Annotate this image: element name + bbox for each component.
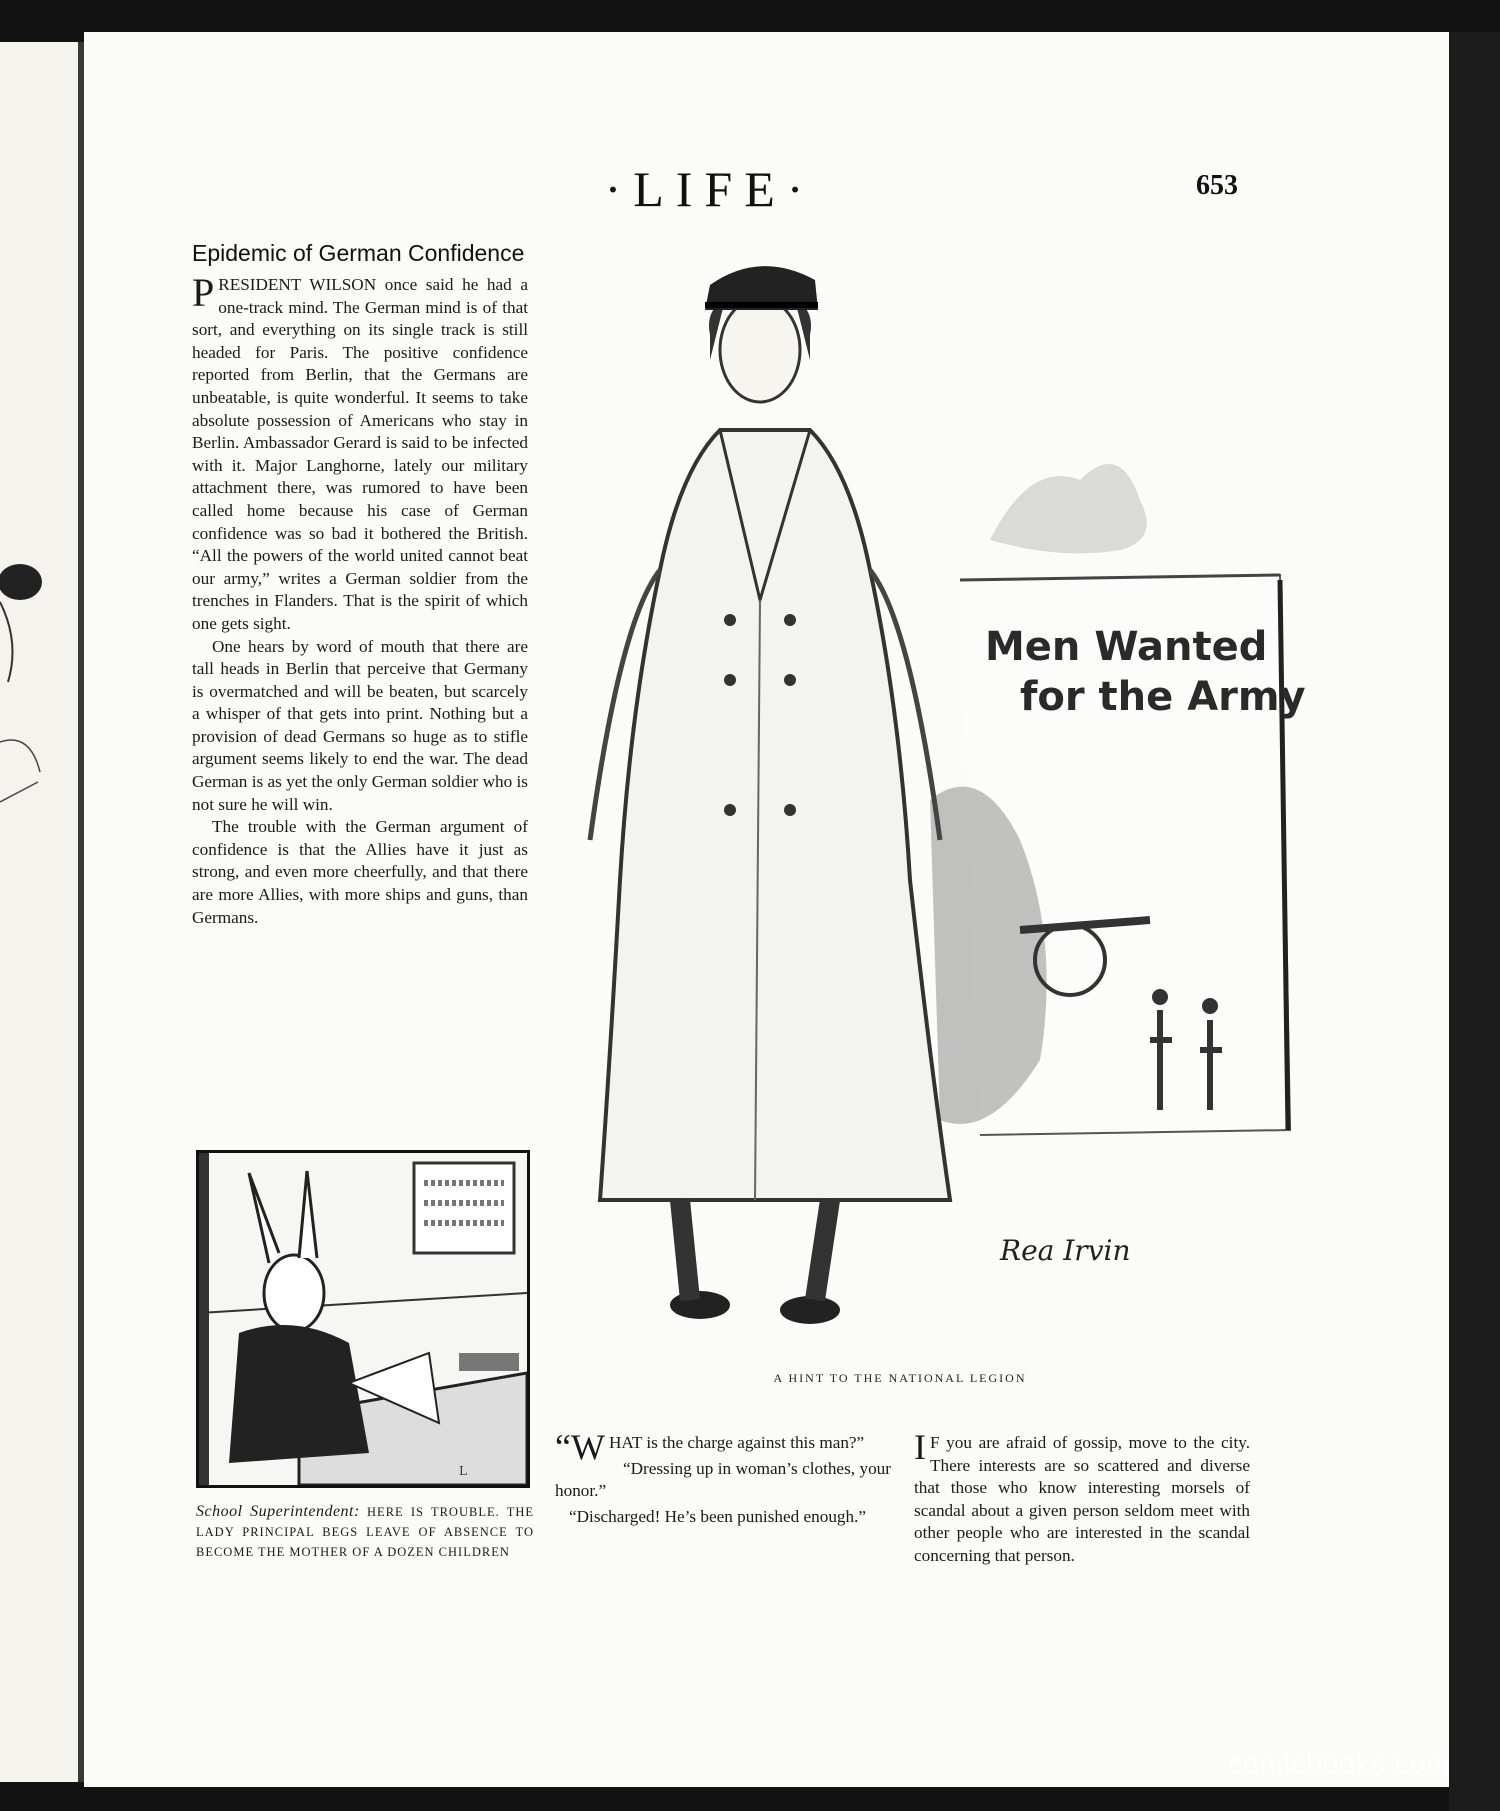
joke-text: I F you are afraid of gossip, move to the city. There interests are so scattered and diverse that those who know interesting morsels of scandal about a given person seldom meet with other people who are interested in the scandal concerning that person. xyxy=(914,1427,1250,1565)
drop-cap: “W xyxy=(555,1427,605,1467)
article-paragraph: One hears by word of mouth that there are tall heads in Berlin that perceive that Germany is overmatched and will be beaten, but scarcely a whisper of that gets into print. Nothing but a provision of dead Germans so huge as to stifle argument seems likely to end the war. The dead German is as yet the only German soldier who is not sure he will win. xyxy=(192,636,528,814)
illustration-caption: A HINT TO THE NATIONAL LEGION xyxy=(773,1371,1027,1385)
article-headline: Epidemic of German Confidence xyxy=(192,240,525,266)
cartoon-caption-text: HERE IS TROUBLE. THE LADY PRINCIPAL BEGS LEAVE OF ABSENCE TO BECOME THE MOTHER OF A DOZEN CHILDREN xyxy=(196,1505,534,1559)
masthead-title: ·LIFE· xyxy=(604,161,816,217)
svg-text:L: L xyxy=(459,1464,467,1478)
joke-line: “WHAT is the charge against this man?” xyxy=(555,1427,865,1467)
facing-page-edge xyxy=(0,42,80,1782)
cartoon-caption xyxy=(196,1502,534,1562)
woman-in-coat-illustration xyxy=(560,240,1320,1360)
rabbit-cartoon xyxy=(196,1150,530,1488)
sign-line-1: Men Wanted xyxy=(985,624,1268,670)
page-number: 653 xyxy=(1196,170,1238,201)
facing-page-sketch xyxy=(0,42,78,1782)
joke-gossip xyxy=(914,1427,1250,1568)
drop-cap: P xyxy=(192,270,215,315)
joke-courtroom xyxy=(555,1427,891,1531)
watermark: comicbooks.com xyxy=(1228,1748,1451,1779)
article-paragraph: The trouble with the German argument of confidence is that the Allies have it just as strong, and even more cheerfully, and that there are more Allies, with more ships and guns, than Germans. xyxy=(192,817,528,927)
artist-signature: Rea Irvin xyxy=(1000,1234,1131,1267)
drop-cap: I xyxy=(914,1427,926,1467)
scan-edge xyxy=(1449,32,1500,1811)
article-paragraph: PRESIDENT WILSON once said he had a one-track mind. The German mind is of that sort, and everything on its single track is still headed for Paris. The positive confidence reported from Berlin, that the Germans are unbeatable, is quite wonderful. It seems to take absolute possession of Americans who stay in Berlin. Ambassador Gerard is said to be infected with it. Major Langhorne, lately our military attachment there, was rumored to have been called home because his case of German confidence was so bad it bothered the British. “All the powers of the world united cannot beat our army,” writes a German soldier from the trenches in Flanders. That is the spirit of which one gets sight. xyxy=(192,270,528,633)
cartoon-speaker: School Superintendent: xyxy=(196,1503,360,1520)
joke-line: “Discharged! He’s been punished enough.” xyxy=(569,1506,867,1526)
article-body xyxy=(192,270,528,929)
joke-line: “Dressing up in woman’s clothes, your honor.” xyxy=(555,1458,891,1501)
rabbit-cartoon-drawing xyxy=(199,1153,527,1485)
sign-line-2: for the Army xyxy=(1020,674,1306,720)
